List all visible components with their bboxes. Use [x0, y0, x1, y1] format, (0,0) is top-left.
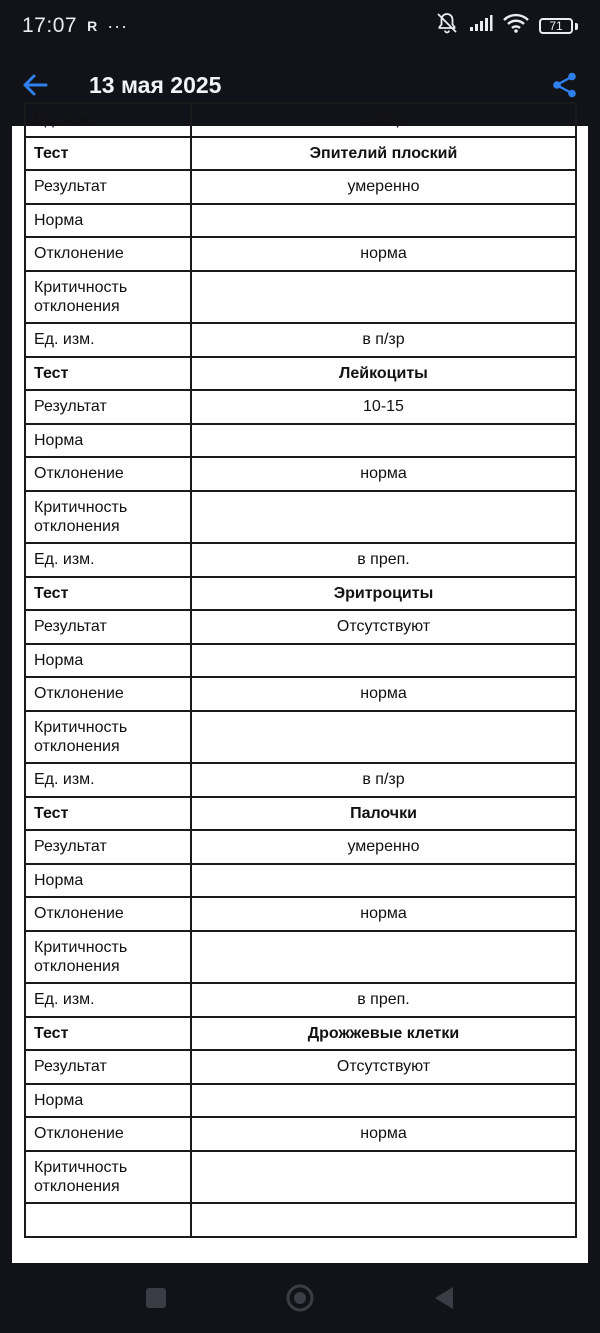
home-icon — [285, 1283, 315, 1313]
row-label: Отклонение — [25, 1117, 191, 1151]
table-row — [25, 237, 576, 271]
table-row — [25, 797, 576, 831]
row-label: Критичность отклонения — [25, 1151, 191, 1204]
row-label: Норма — [25, 864, 191, 898]
bell-muted-icon — [435, 11, 459, 41]
table-row — [25, 491, 576, 544]
row-value: норма — [191, 1117, 576, 1151]
row-label: Отклонение — [25, 897, 191, 931]
row-label: Результат — [25, 1050, 191, 1084]
battery-tip — [575, 23, 578, 30]
row-value: Отсутствуют — [191, 1050, 576, 1084]
row-value: Эпителий плоский — [191, 137, 576, 171]
row-label: Тест — [25, 357, 191, 391]
row-label: Отклонение — [25, 677, 191, 711]
row-label: Ед. изм. — [25, 983, 191, 1017]
row-value: норма — [191, 897, 576, 931]
table-row — [25, 931, 576, 984]
results-table-body — [25, 103, 576, 1237]
row-label: Отклонение — [25, 457, 191, 491]
row-value — [191, 864, 576, 898]
table-row — [25, 677, 576, 711]
table-row — [25, 204, 576, 238]
row-label: Тест — [25, 577, 191, 611]
row-value: в п/зр — [191, 103, 576, 137]
row-label: Результат — [25, 610, 191, 644]
share-button[interactable] — [548, 68, 582, 102]
arrow-left-icon — [21, 71, 49, 99]
status-time: 17:07 — [22, 14, 78, 37]
row-value: 10-15 — [191, 390, 576, 424]
navigation-bar — [0, 1263, 600, 1333]
row-label: Ед. изм. — [25, 543, 191, 577]
status-bar — [0, 0, 600, 52]
row-value: Палочки — [191, 797, 576, 831]
row-value — [191, 491, 576, 544]
system-back-button[interactable] — [424, 1278, 464, 1318]
table-row — [25, 763, 576, 797]
recents-button[interactable] — [136, 1278, 176, 1318]
table-row — [25, 1017, 576, 1051]
share-icon — [551, 71, 579, 99]
row-label: Критичность отклонения — [25, 271, 191, 324]
row-label: Тест — [25, 137, 191, 171]
row-label: Ед. изм. — [25, 323, 191, 357]
row-label: Ед. изм. — [25, 103, 191, 137]
row-label: Отклонение — [25, 237, 191, 271]
row-value: умеренно — [191, 170, 576, 204]
back-button[interactable] — [18, 68, 52, 102]
r-icon: R — [87, 18, 98, 34]
table-row — [25, 390, 576, 424]
home-button[interactable] — [280, 1278, 320, 1318]
row-value: умеренно — [191, 830, 576, 864]
row-value — [191, 711, 576, 764]
row-value: в п/зр — [191, 323, 576, 357]
table-row — [25, 644, 576, 678]
table-row — [25, 1203, 576, 1237]
row-value: норма — [191, 677, 576, 711]
row-value: норма — [191, 457, 576, 491]
table-row — [25, 897, 576, 931]
back-icon — [432, 1285, 456, 1311]
table-row — [25, 1117, 576, 1151]
table-row — [25, 577, 576, 611]
table-row — [25, 711, 576, 764]
table-row — [25, 137, 576, 171]
row-value — [191, 1151, 576, 1204]
table-row — [25, 170, 576, 204]
table-row — [25, 1050, 576, 1084]
document-viewport[interactable] — [12, 111, 588, 1263]
table-row — [25, 357, 576, 391]
signal-icon — [469, 14, 493, 38]
row-value — [191, 931, 576, 984]
row-value — [191, 1203, 576, 1237]
table-row — [25, 983, 576, 1017]
row-label: Результат — [25, 830, 191, 864]
battery-icon — [539, 18, 578, 34]
table-row — [25, 457, 576, 491]
more-notifications-icon: ··· — [107, 15, 129, 36]
row-value — [191, 271, 576, 324]
row-label: Ед. изм. — [25, 763, 191, 797]
table-row — [25, 864, 576, 898]
row-label: Результат — [25, 170, 191, 204]
wifi-icon — [503, 13, 529, 39]
row-label: Результат — [25, 390, 191, 424]
status-left — [22, 14, 128, 38]
table-row — [25, 830, 576, 864]
row-value — [191, 1084, 576, 1118]
row-label: Норма — [25, 204, 191, 238]
row-label — [25, 1203, 191, 1237]
table-row — [25, 271, 576, 324]
row-label: Тест — [25, 1017, 191, 1051]
table-row — [25, 424, 576, 458]
row-label: Критичность отклонения — [25, 711, 191, 764]
table-row — [25, 103, 576, 137]
status-right — [435, 11, 578, 41]
row-value: Лейкоциты — [191, 357, 576, 391]
row-value: Эритроциты — [191, 577, 576, 611]
row-label: Норма — [25, 644, 191, 678]
page-title: 13 мая 2025 — [89, 71, 222, 98]
row-value: Дрожжевые клетки — [191, 1017, 576, 1051]
row-value: Отсутствуют — [191, 610, 576, 644]
results-table — [24, 102, 577, 1238]
row-value — [191, 204, 576, 238]
row-value: в преп. — [191, 983, 576, 1017]
table-row — [25, 610, 576, 644]
table-row — [25, 1151, 576, 1204]
row-value — [191, 644, 576, 678]
row-value — [191, 424, 576, 458]
table-row — [25, 323, 576, 357]
recents-icon — [144, 1286, 168, 1310]
row-label: Норма — [25, 1084, 191, 1118]
row-label: Норма — [25, 424, 191, 458]
table-row — [25, 1084, 576, 1118]
table-row — [25, 543, 576, 577]
battery-level: 71 — [539, 18, 573, 34]
row-value: в п/зр — [191, 763, 576, 797]
row-label: Тест — [25, 797, 191, 831]
row-value: в преп. — [191, 543, 576, 577]
row-value: норма — [191, 237, 576, 271]
row-label: Критичность отклонения — [25, 931, 191, 984]
row-label: Критичность отклонения — [25, 491, 191, 544]
